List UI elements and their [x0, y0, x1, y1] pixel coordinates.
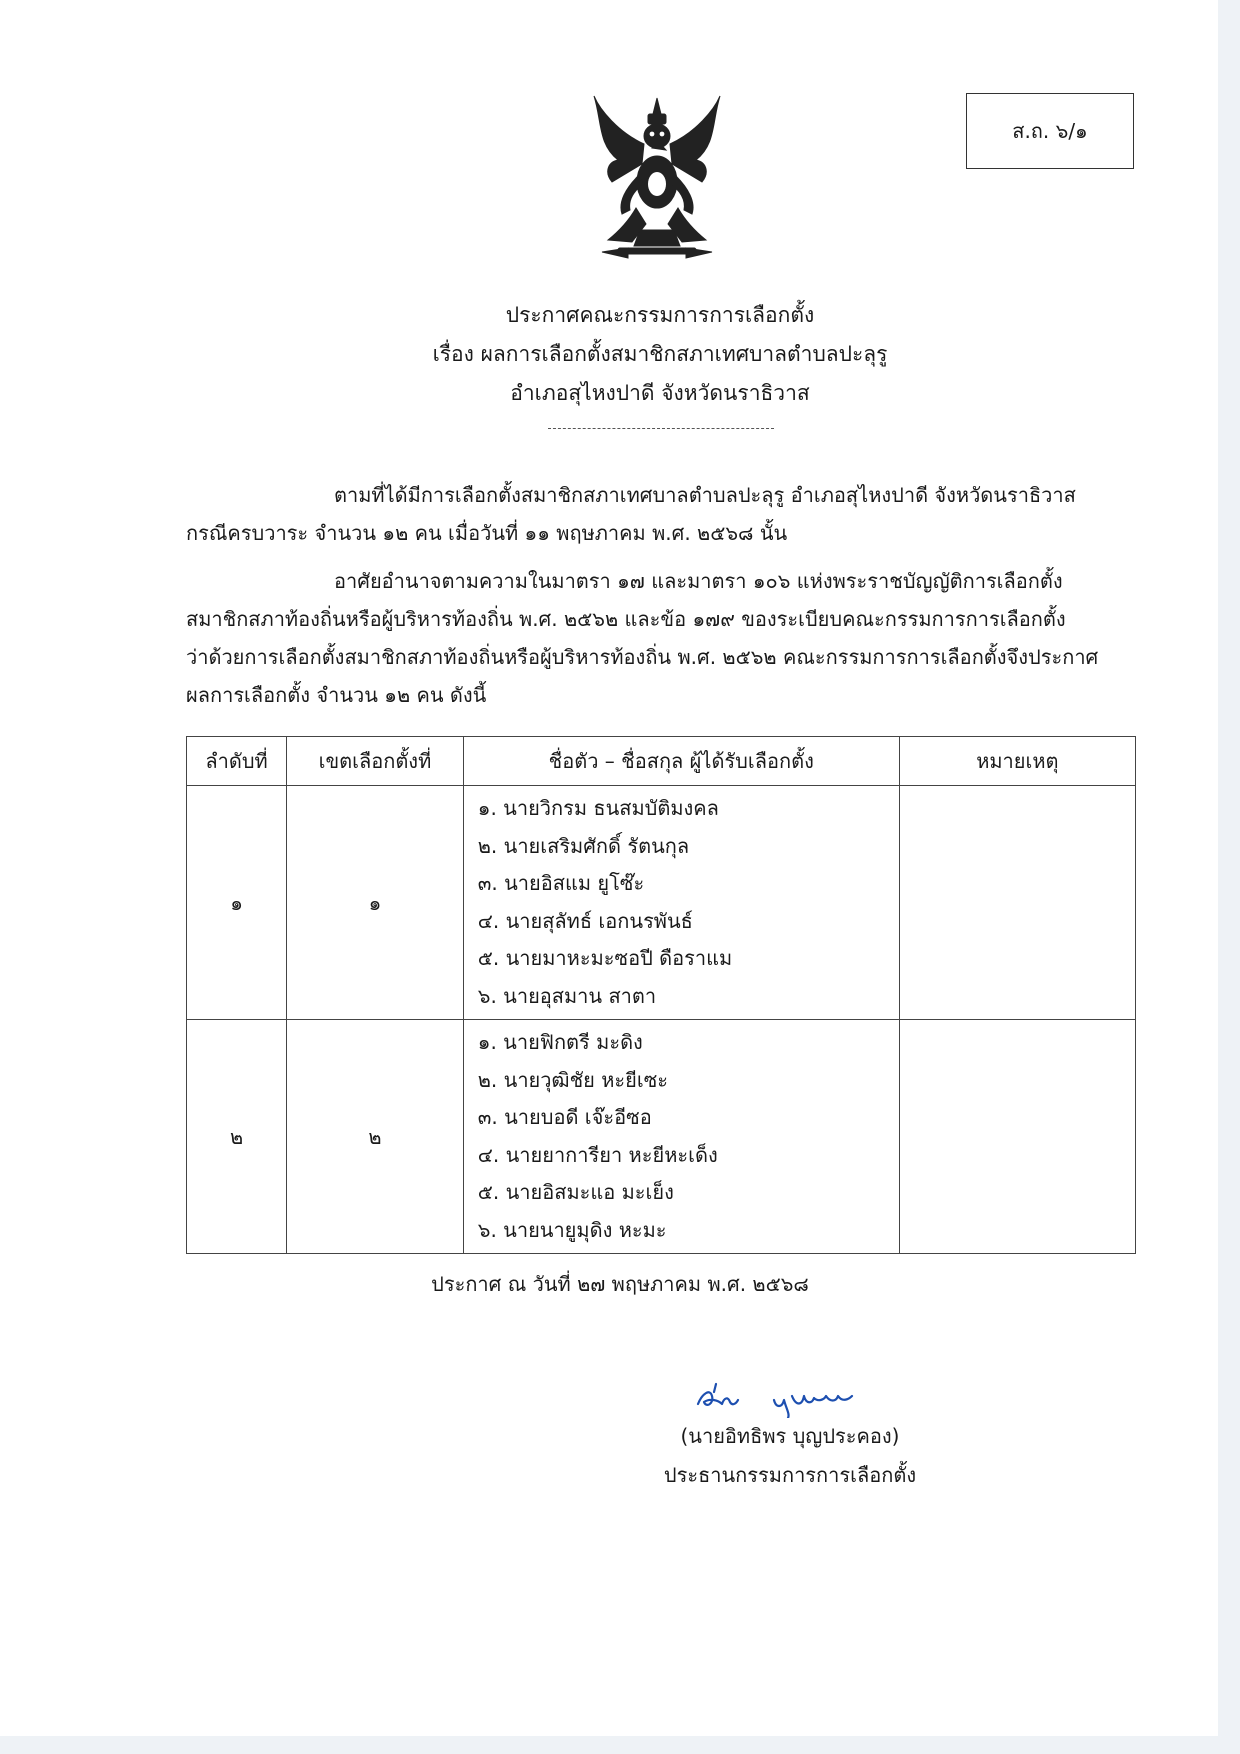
header-names: ชื่อตัว – ชื่อสกุล ผู้ได้รับเลือกตั้ง — [463, 737, 899, 786]
note-cell — [899, 786, 1135, 1020]
announcement-title: ประกาศคณะกรรมการการเลือกตั้ง — [505, 303, 815, 327]
table-row — [187, 786, 1136, 1020]
paragraph-legal-authority — [186, 562, 1136, 714]
elected-name: ๒. นายวุฒิชัย หะยีเซะ — [477, 1067, 669, 1092]
page-bottom-edge — [0, 1736, 1240, 1754]
paragraph-line: อาศัยอำนาจตามความในมาตรา ๑๗ และมาตรา ๑๐๖ แห่งพระราชบัญญัติการเลือกตั้ง — [334, 569, 1063, 593]
announcement-subject: เรื่อง ผลการเลือกตั้งสมาชิกสภาเทศบาลตำบลปะลุรู — [432, 342, 888, 366]
header-note: หมายเหตุ — [899, 737, 1135, 786]
note-cell — [899, 1020, 1135, 1254]
paragraph-election-reference — [186, 476, 1136, 552]
header-district: เขตเลือกตั้งที่ — [287, 737, 464, 786]
paragraph-line: ว่าด้วยการเลือกตั้งสมาชิกสภาท้องถิ่นหรือผู้บริหารท้องถิ่น พ.ศ. ๒๕๖๒ คณะกรรมการการเลือกตั้งจึงประกาศ — [186, 645, 1099, 669]
garuda-emblem-icon — [588, 92, 726, 262]
paragraph-line: ผลการเลือกตั้ง จำนวน ๑๒ คน ดังนี้ — [186, 683, 487, 707]
elected-name: ๖. นายอุสมาน สาตา — [477, 983, 657, 1008]
order-cell: ๑ — [187, 786, 287, 1020]
announcement-date: ประกาศ ณ วันที่ ๒๗ พฤษภาคม พ.ศ. ๒๕๖๘ — [431, 1272, 809, 1296]
elected-name: ๑. นายฟิกตรี มะดิง — [477, 1030, 643, 1054]
form-code-box — [966, 93, 1134, 169]
elected-name: ๕. นายมาหะมะซอปี ดือราแม — [477, 946, 733, 970]
signer-title: ประธานกรรมการการเลือกตั้ง — [663, 1463, 917, 1487]
elected-name: ๓. นายบอดี เจ๊ะอีซอ — [477, 1105, 652, 1129]
table-row — [187, 1020, 1136, 1254]
election-results-table — [186, 736, 1136, 1254]
announcement-location: อำเภอสุไหงปาดี จังหวัดนราธิวาส — [510, 381, 810, 405]
names-cell — [463, 786, 899, 1020]
order-cell: ๒ — [187, 1020, 287, 1254]
names-cell — [463, 1020, 899, 1254]
elected-name: ๔. นายสุลัทธ์ เอกนรพันธ์ — [477, 908, 693, 933]
signer-name: (นายอิทธิพร บุญประคอง) — [680, 1424, 900, 1448]
paragraph-line: ตามที่ได้มีการเลือกตั้งสมาชิกสภาเทศบาลตำบลปะลุรู อำเภอสุไหงปาดี จังหวัดนราธิวาส — [334, 483, 1076, 507]
elected-name: ๒. นายเสริมศักดิ์ รัตนกุล — [477, 833, 690, 858]
page-edge — [1218, 0, 1240, 1754]
title-divider — [548, 428, 774, 429]
signature-image — [688, 1374, 868, 1418]
elected-name: ๖. นายนายูมุดิง หะมะ — [477, 1217, 667, 1242]
elected-name: ๑. นายวิกรม ธนสมบัติมงคล — [477, 796, 719, 820]
paragraph-line: กรณีครบวาระ จำนวน ๑๒ คน เมื่อวันที่ ๑๑ พฤษภาคม พ.ศ. ๒๕๖๘ นั้น — [186, 521, 788, 545]
form-code: ส.ถ. ๖/๑ — [1012, 119, 1088, 143]
elected-name: ๔. นายยาการียา หะยีหะเด็ง — [477, 1142, 718, 1167]
elected-name: ๕. นายอิสมะแอ มะเย็ง — [477, 1180, 674, 1204]
elected-name: ๓. นายอิสแม ยูโซ๊ะ — [477, 871, 645, 895]
district-cell: ๑ — [287, 786, 464, 1020]
header-order: ลำดับที่ — [187, 737, 287, 786]
paragraph-line: สมาชิกสภาท้องถิ่นหรือผู้บริหารท้องถิ่น พ.ศ. ๒๕๖๒ และข้อ ๑๗๙ ของระเบียบคณะกรรมการการเลือกตั้ง — [186, 607, 1066, 631]
table-header-row — [187, 737, 1136, 786]
district-cell: ๒ — [287, 1020, 464, 1254]
